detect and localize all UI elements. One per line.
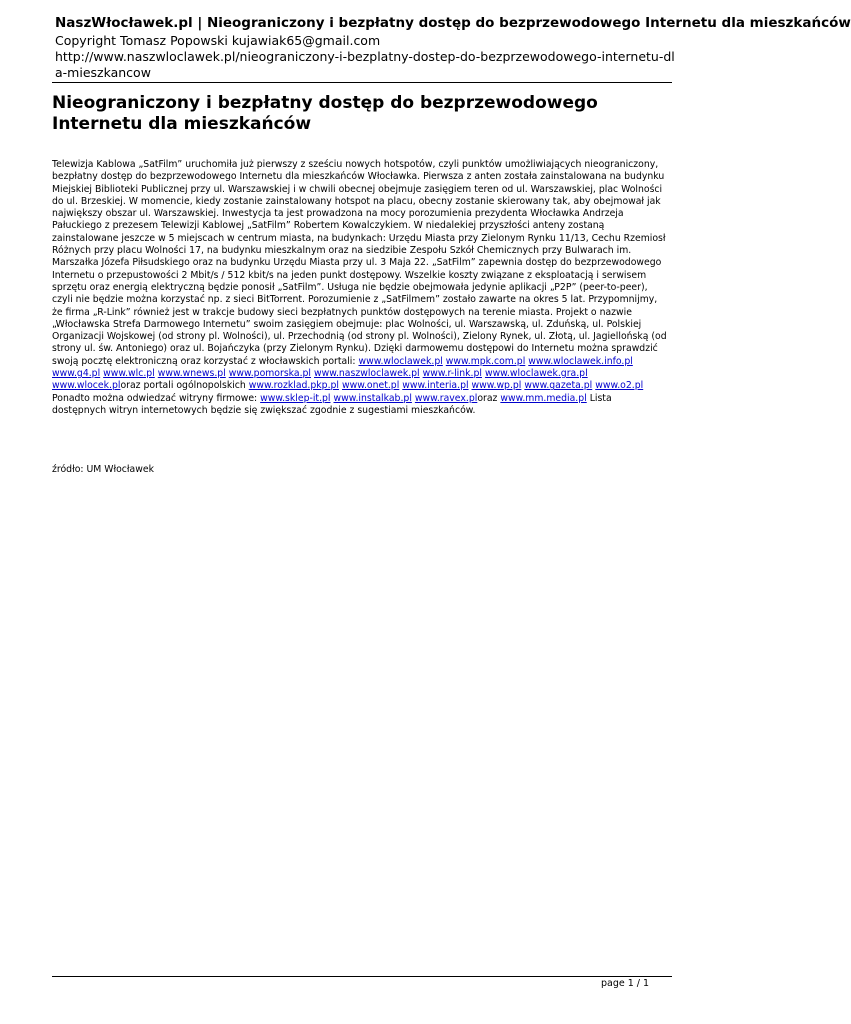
link-local-8[interactable]: www.naszwloclawek.pl [314,368,420,380]
link-local-7[interactable]: www.pomorska.pl [228,368,312,380]
site-title: NaszWłocławek.pl | Nieograniczony i bezpłatny dostęp do bezprzewodowego Internetu dla mieszkańców [55,15,851,31]
link-local-2[interactable]: www.mpk.com.pl [445,355,526,367]
link-local-1[interactable]: www.wloclawek.pl [358,355,443,367]
page-number: page 1 / 1 [601,978,650,989]
header-divider [52,82,672,83]
link-national-2[interactable]: www.onet.pl [341,380,400,392]
source-url: http://www.naszwloclawek.pl/nieograniczony-i-bezplatny-dostep-do-bezprzewodowego-internetu-dla-mieszkancow [55,49,675,80]
link-local-3[interactable]: www.wloclawek.info.pl [528,355,633,367]
source-note: źródło: UM Włocławek [52,464,154,475]
link-local-10[interactable]: www.wloclawek.gra.pl [484,368,588,380]
body-intro: Telewizja Kablowa „SatFilm” uruchomiła już pierwszy z sześciu nowych hotspotów, czyli punktów umożliwiających nieograniczony, bezpłatny dostęp do bezprzewodowego Internetu dla mieszkańców Włocławka. Pierwsza z anten została zainstalowana na budynku Miejskiej Biblioteki Publicznej przy ul. Warszawskiej i w chwili obecnej obejmuje zasięgiem teren od ul. Warszawskiej, plac Wolności do ul. Brzeskiej. W momencie, kiedy zostanie zainstalowany hotspot na placu, obecny zostanie skierowany tak, aby obejmował jak największy obszar ul. Warszawskiej. Inwestycja ta jest prowadzona na mocy porozumienia prezydenta Włocławka Andrzeja Pałuckiego z prezesem Telewizji Kablowej „SatFilm” Robertem Kowalczykiem. W niedalekiej przyszłości anteny zostaną zainstalowane jeszcze w 5 miejscach w centrum miasta, na budynkach: Urzędu Miasta przy Zielonym Rynku 11/13, Cechu Rzemiosł Różnych przy placu Wolności 17, na budynku mieszkalnym oraz na siedzibie Zespołu Szkół Chemicznych przy Bulwarach im. Marszałka Józefa Piłsudskiego oraz na budynku Urzędu Miasta przy ul. 3 Maja 22. „SatFilm” zapewnia dostęp do bezprzewodowego Internetu o przepustowości 2 Mbit/s / 512 kbit/s na jeden punkt dostępowy. Wszelkie koszty związane z eksploatacją i serwisem sprzętu oraz energią elektryczną będzie ponosił „SatFilm”. Usługa nie będzie obejmowała jedynie aplikacji „P2P” (peer-to-peer), czyli nie będzie można korzystać np. z sieci BitTorrent. Porozumienie z „SatFilmem” zostało zawarte na okres 5 lat. Przypomnijmy, że firma „R-Link” również jest w trakcje budowy sieci bezpłatnych punktów dostępowych na terenie miasta. Projekt o nazwie „Włocławska Strefa Darmowego Internetu” swoim zasięgiem obejmuje: plac Wolności, ul. Warszawską, ul. Zduńską, ul. Polskiej Organizacji Wojskowej (od strony pl. Wolności), ul. Przechodnią (od strony pl. Wolności), Zielony Rynek, ul. Złotą, ul. Jagiellońską (od strony ul. św. Antoniego) oraz ul. Bojańczyka (przy Zielonym Rynku). Dzięki darmowemu dostępowi do Internetu można sprawdzić swoją pocztę elektroniczną oraz korzystać z włocławskich portali: [52,159,667,367]
copyright-line: Copyright Tomasz Popowski kujawiak65@gmail.com [55,33,381,48]
article-title: Nieograniczony i bezpłatny dostęp do bezprzewodowego Internetu dla mieszkańców [52,93,598,134]
link-national-4[interactable]: www.wp.pl [471,380,522,392]
link-local-6[interactable]: www.wnews.pl [157,368,226,380]
text-firms: Ponadto można odwiedzać witryny firmowe: [52,392,261,404]
link-national-3[interactable]: www.interia.pl [402,380,469,392]
link-local-11[interactable]: www.wlocek.pl [52,380,121,392]
link-firm-1[interactable]: www.sklep-it.pl [260,392,331,404]
link-local-9[interactable]: www.r-link.pl [422,368,482,380]
footer-divider [52,976,672,977]
link-media[interactable]: www.mm.media.pl [500,392,587,404]
link-local-4[interactable]: www.g4.pl [52,368,101,380]
link-local-5[interactable]: www.wlc.pl [103,368,155,380]
link-firm-3[interactable]: www.ravex.pl [414,392,478,404]
link-national-5[interactable]: www.gazeta.pl [524,380,593,392]
document-header [55,14,851,81]
article-body [52,159,667,417]
text-oraz: oraz [477,392,501,404]
text-portals: oraz portali ogólnopolskich [120,380,249,392]
link-national-6[interactable]: www.o2.pl [595,380,644,392]
link-national-1[interactable]: www.rozklad.pkp.pl [248,380,340,392]
link-firm-2[interactable]: www.instalkab.pl [333,392,412,404]
text-end: Lista dostępnych witryn internetowych będzie się zwiększać zgodnie z sugestiami mieszkańców. [52,392,612,416]
